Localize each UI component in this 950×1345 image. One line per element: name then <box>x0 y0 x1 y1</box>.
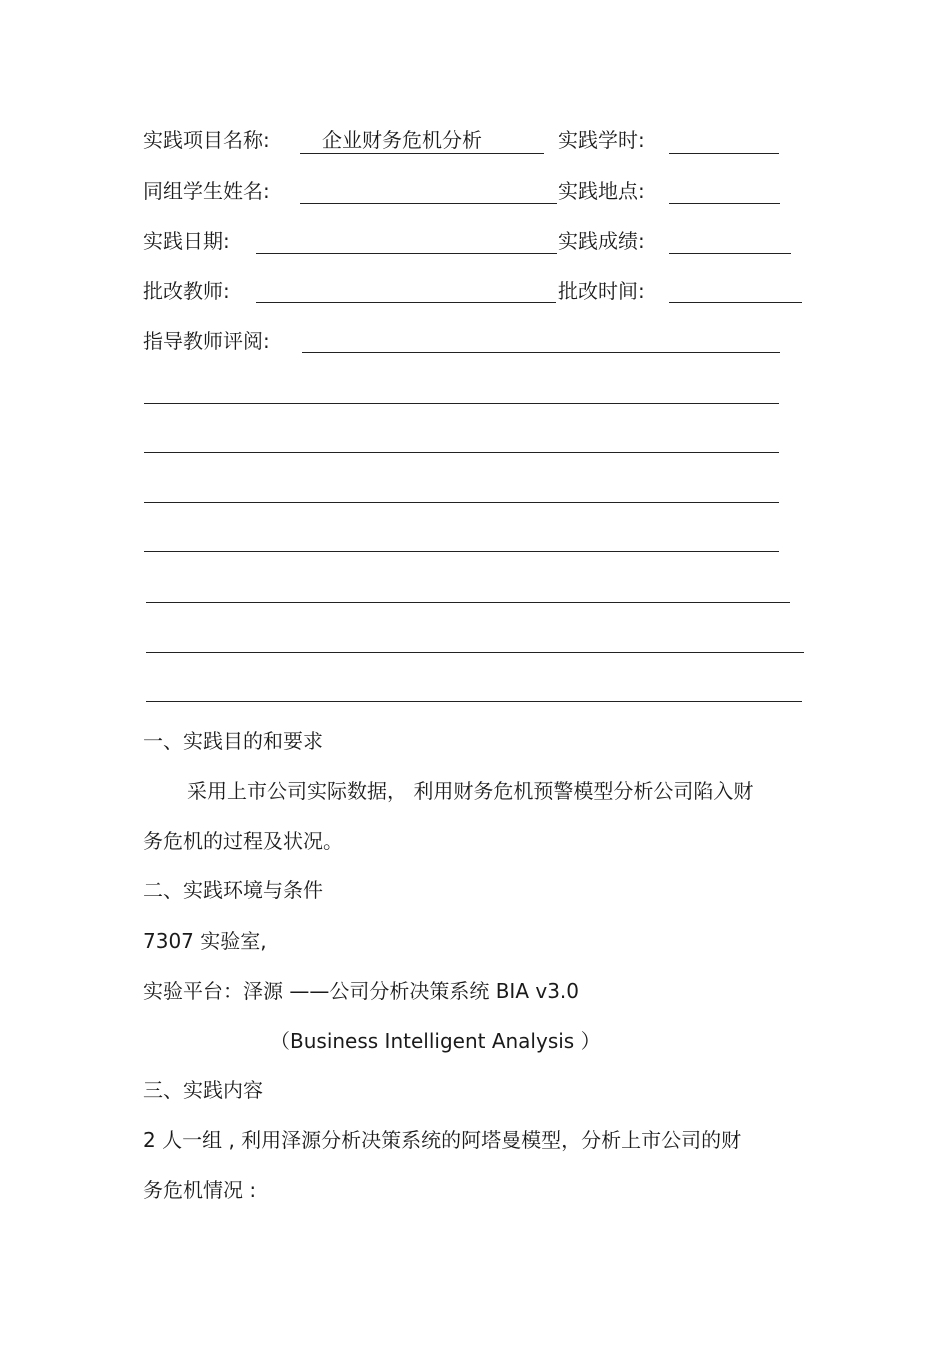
review-blank-line <box>146 602 790 603</box>
platform-english-name: （Business Intelligent Analysis ） <box>270 1029 601 1053</box>
project-name-value: 企业财务危机分析 <box>322 128 482 152</box>
date-underline <box>256 253 557 254</box>
teacher-label: 批改教师: <box>143 279 230 303</box>
review-blank-line <box>144 502 779 503</box>
grading-time-underline <box>669 302 802 303</box>
grading-time-label: 批改时间: <box>558 279 645 303</box>
review-underline <box>302 352 780 353</box>
date-label: 实践日期: <box>143 229 230 253</box>
section-3-content-line2: 务危机情况 : <box>143 1178 257 1202</box>
project-name-underline <box>300 153 544 154</box>
group-label: 同组学生姓名: <box>143 179 270 203</box>
review-blank-line <box>146 652 804 653</box>
review-blank-line <box>144 452 779 453</box>
review-blank-line <box>144 403 779 404</box>
review-blank-line <box>146 701 802 702</box>
section-3-heading: 三、实践内容 <box>143 1078 263 1102</box>
section-1-paragraph-line2: 务危机的过程及状况。 <box>143 829 343 853</box>
hours-label: 实践学时: <box>558 128 645 152</box>
hours-underline <box>669 153 779 154</box>
platform-text: 实验平台：泽源 ——公司分析决策系统 BIA v3.0 <box>143 979 580 1003</box>
score-underline <box>669 253 791 254</box>
section-1-paragraph-line1: 采用上市公司实际数据， 利用财务危机预警模型分析公司陷入财 <box>187 779 754 803</box>
review-blank-line <box>144 551 779 552</box>
score-label: 实践成绩: <box>558 229 645 253</box>
location-underline <box>669 203 780 204</box>
review-label: 指导教师评阅: <box>143 329 270 353</box>
section-3-content-line1: 2 人一组 , 利用泽源分析决策系统的阿塔曼模型，分析上市公司的财 <box>143 1128 742 1152</box>
section-2-heading: 二、实践环境与条件 <box>143 878 323 902</box>
location-label: 实践地点: <box>558 179 645 203</box>
lab-room-text: 7307 实验室, <box>143 929 267 953</box>
teacher-underline <box>256 302 556 303</box>
group-underline <box>300 203 557 204</box>
project-name-label: 实践项目名称: <box>143 128 270 152</box>
section-1-heading: 一、实践目的和要求 <box>143 729 323 753</box>
